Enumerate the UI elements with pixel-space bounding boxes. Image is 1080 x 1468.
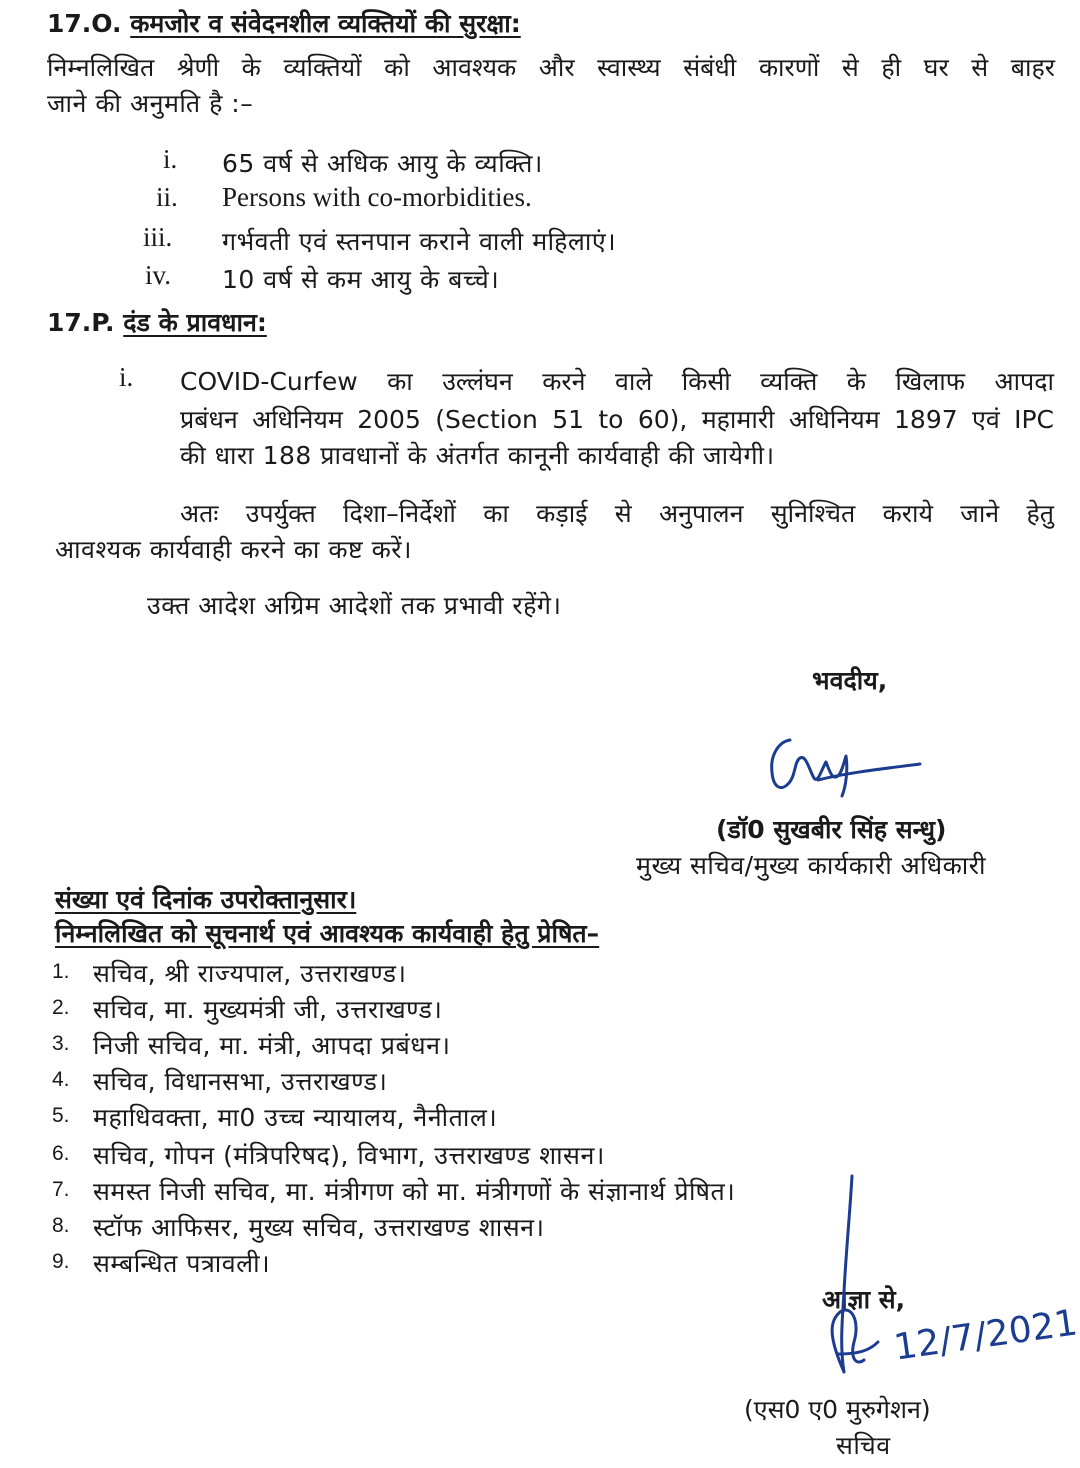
copy-to-item-number: 5. <box>52 1104 70 1127</box>
copy-to-item: निजी सचिव, मा. मंत्री, आपदा प्रबंधन। <box>93 1031 451 1060</box>
list-item: 65 वर्ष से अधिक आयु के व्यक्ति। <box>222 149 543 178</box>
section-o-number: 17.O. <box>47 9 122 38</box>
copy-to-item-number: 9. <box>52 1250 70 1273</box>
list-item-marker: iii. <box>143 222 173 252</box>
closing-paragraph-line-1: अतः उपर्युक्त दिशा–निर्देशों का कड़ाई से अनुपालन सुनिश्चित कराये जाने हेतु <box>180 499 1054 528</box>
copy-to-item-number: 7. <box>52 1178 70 1201</box>
copy-to-item-number: 8. <box>52 1214 70 1237</box>
reference-line: संख्या एवं दिनांक उपरोक्तानुसार। <box>55 885 357 914</box>
list-item-marker: iv. <box>145 260 171 290</box>
validity-statement: उक्त आदेश अग्रिम आदेशों तक प्रभावी रहेंगे। <box>147 591 562 620</box>
section-o-intro-line-1: निम्नलिखित श्रेणी के व्यक्तियों को आवश्यक और स्वास्थ्य संबंधी कारणों से ही घर से बाहर <box>47 53 1055 82</box>
copy-to-item: सचिव, गोपन (मंत्रिपरिषद), विभाग, उत्तराखण्ड शासन। <box>93 1141 605 1170</box>
copy-to-item-number: 2. <box>52 996 70 1019</box>
copy-to-item: सचिव, श्री राज्यपाल, उत्तराखण्ड। <box>93 959 407 988</box>
list-item-marker: ii. <box>156 182 178 212</box>
section-o-title: कमजोर व संवेदनशील व्यक्तियों की सुरक्षा: <box>130 9 521 38</box>
copy-to-item: स्टॉफ आफिसर, मुख्य सचिव, उत्तराखण्ड शासन। <box>93 1213 545 1242</box>
section-o-heading <box>47 6 521 40</box>
section-p-item-marker: i. <box>119 362 134 392</box>
list-item: Persons with co-morbidities. <box>222 182 532 212</box>
closing-paragraph-line-2: आवश्यक कार्यवाही करने का कष्ट करें। <box>55 535 412 564</box>
signature-secretary <box>800 1172 1080 1412</box>
secretary-designation: सचिव <box>836 1431 891 1460</box>
section-p-title: दंड के प्रावधान: <box>123 308 267 337</box>
section-p-item-line-1: COVID-Curfew का उल्लंघन करने वाले किसी व्यक्ति के खिलाफ आपदा <box>180 367 1054 396</box>
secretary-name: (एस0 ए0 मुरुगेशन) <box>744 1395 931 1424</box>
copy-to-item-number: 6. <box>52 1142 70 1165</box>
handwritten-date: 12/7/2021 <box>891 1302 1080 1369</box>
section-p-item-line-2: प्रबंधन अधिनियम 2005 (Section 51 to 60), महामारी अधिनियम 1897 एवं IPC <box>180 405 1054 434</box>
section-p-item-line-3: की धारा 188 प्रावधानों के अंतर्गत कानूनी कार्यवाही की जायेगी। <box>180 441 775 470</box>
copy-to-item: समस्त निजी सचिव, मा. मंत्रीगण को मा. मंत्रीगणों के संज्ञानार्थ प्रेषित। <box>93 1177 736 1206</box>
salutation: भवदीय, <box>812 666 888 695</box>
section-p-number: 17.P. <box>47 308 115 337</box>
list-item-marker: i. <box>163 144 178 174</box>
copy-to-item: सचिव, विधानसभा, उत्तराखण्ड। <box>93 1067 388 1096</box>
section-o-intro-line-2: जाने की अनुमति है :– <box>47 89 254 118</box>
copy-to-item-number: 4. <box>52 1068 70 1091</box>
list-item: 10 वर्ष से कम आयु के बच्चे। <box>222 265 500 294</box>
chief-secretary-name: (डॉ0 सुखबीर सिंह सन्धु) <box>716 815 947 844</box>
copy-to-item: महाधिवक्ता, मा0 उच्च न्यायालय, नैनीताल। <box>93 1103 498 1132</box>
section-p-heading <box>47 305 267 339</box>
list-item: गर्भवती एवं स्तनपान कराने वाली महिलाएं। <box>222 227 617 256</box>
copy-to-heading: निम्नलिखित को सूचनार्थ एवं आवश्यक कार्यवाही हेतु प्रेषित– <box>55 919 600 948</box>
chief-secretary-designation: मुख्य सचिव/मुख्य कार्यकारी अधिकारी <box>636 851 986 880</box>
signature-chief-secretary <box>760 732 930 802</box>
copy-to-item-number: 3. <box>52 1032 70 1055</box>
copy-to-item: सम्बन्धित पत्रावली। <box>93 1249 271 1278</box>
copy-to-item: सचिव, मा. मुख्यमंत्री जी, उत्तराखण्ड। <box>93 995 443 1024</box>
by-order-line: आज्ञा से, <box>822 1285 906 1314</box>
copy-to-item-number: 1. <box>52 960 70 983</box>
